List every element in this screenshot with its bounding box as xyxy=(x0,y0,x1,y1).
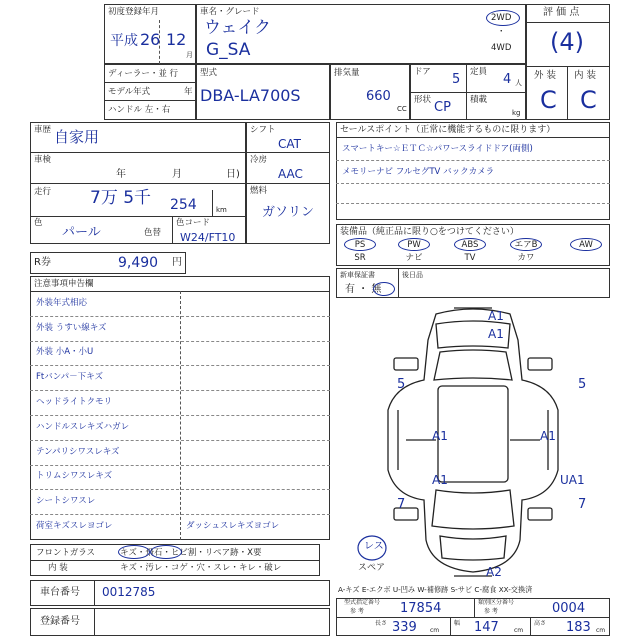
mark-front-top: A1 xyxy=(488,309,504,323)
equip-item: PW xyxy=(407,240,421,250)
sales-rule1 xyxy=(336,160,610,161)
type-code-label: 型式指定番号 xyxy=(344,599,381,606)
reg-date-label: 初度登録年月 xyxy=(108,7,160,17)
height-label: 高さ xyxy=(534,620,547,627)
insp-year-unit: 年 xyxy=(116,169,126,180)
record-label: 後日品 xyxy=(402,271,423,279)
rating-value: (4) xyxy=(550,28,584,56)
capacity-label: 定員 xyxy=(470,67,488,77)
front-glass-value: キズ・飛石・ヒビ割・リペア跡・X要 xyxy=(120,548,262,558)
specs-div3 xyxy=(530,617,531,636)
mark-left-rear-door: A1 xyxy=(432,473,448,487)
int-value: C xyxy=(580,86,597,114)
type-label: 型式 xyxy=(200,68,218,78)
glass-circle-1 xyxy=(118,545,150,559)
note-item: 外装 うすい線キズ xyxy=(36,322,107,333)
notes-row-rule xyxy=(30,390,330,391)
rating-label: 評 価 点 xyxy=(543,7,580,18)
shift-rule1 xyxy=(246,152,330,153)
shape-value: CP xyxy=(434,100,451,115)
reg-no-divider xyxy=(94,608,95,636)
stock-label: 車台番号 xyxy=(40,587,80,598)
shape-label: 形状 xyxy=(414,95,432,105)
ext-int-divider xyxy=(567,66,568,120)
fuel-value: ガソリン xyxy=(262,205,315,220)
era-value: 平成 xyxy=(110,33,138,49)
equip-item: SR xyxy=(354,253,366,263)
equip-item: TV xyxy=(464,253,476,263)
equip-item: カワ xyxy=(517,253,535,263)
glass-circle-2 xyxy=(150,545,182,559)
dealer-label: ディーラー・並 行 xyxy=(108,69,179,79)
color-divider xyxy=(172,216,173,244)
ref-1: 参 考 xyxy=(350,608,364,615)
length-value: 339 xyxy=(392,620,417,635)
usage-value: 自家用 xyxy=(54,128,100,146)
shift-rule2 xyxy=(246,183,330,184)
mark-rear-right-wheel: 7 xyxy=(578,497,587,512)
mark-rear-left-wheel: 7 xyxy=(397,497,406,512)
notes-row-rule xyxy=(30,365,330,366)
details-rule3 xyxy=(30,216,246,217)
notes-row-rule xyxy=(30,489,330,490)
reg-month-value: 12 xyxy=(166,30,187,49)
displacement-value: 660 xyxy=(366,89,391,104)
spare-mark: レス xyxy=(364,541,384,552)
usage-label: 車歴 xyxy=(34,125,52,135)
warranty-label: 新車保証書 xyxy=(340,271,375,279)
length-unit: cm xyxy=(430,627,440,634)
note-item: テンパリシワスレキズ xyxy=(36,446,120,457)
mark-right-door: A1 xyxy=(540,429,556,443)
type-value: DBA-LA700S xyxy=(200,86,301,105)
model-year-label: モデル年式 xyxy=(108,87,151,97)
int-glass-label: 内 装 xyxy=(48,563,68,573)
load-label: 積載 xyxy=(470,95,488,105)
drive-4wd: 4WD xyxy=(491,43,512,53)
ref-2: 参 考 xyxy=(484,608,498,615)
notes-title: 注意事項申告欄 xyxy=(34,279,94,289)
mark-front-right-wheel: 5 xyxy=(578,377,587,392)
reg-year-value: 26 xyxy=(140,30,161,49)
door-label: ドア xyxy=(414,67,431,77)
int-label: 内 装 xyxy=(574,70,597,81)
details-rule1 xyxy=(30,152,246,153)
specs-rule xyxy=(336,617,610,618)
height-value: 183 xyxy=(566,620,591,635)
car-name-label: 車名・グレード xyxy=(200,7,260,17)
dealer-rule xyxy=(104,82,196,83)
front-glass-label: フロントガラス xyxy=(36,548,95,558)
shift-label: シフト xyxy=(250,125,276,135)
color-swap-label: 色替 xyxy=(144,228,162,238)
r-label: R券 xyxy=(34,257,51,268)
notes-row-rule xyxy=(30,316,330,317)
model-year-unit: 年 xyxy=(184,87,193,97)
equip-item: ABS xyxy=(461,240,479,250)
r-value: 9,490 xyxy=(118,255,159,271)
note-item: Ftバンパ－下キズ xyxy=(36,372,103,383)
rating-rule2 xyxy=(526,66,610,67)
note-item: ヘッドライトクモリ xyxy=(36,397,113,407)
spare-label: スペア xyxy=(358,563,386,573)
warranty-circle xyxy=(373,282,395,296)
equip-item: PS xyxy=(354,240,366,250)
mileage-label: 走行 xyxy=(34,187,52,197)
door-value: 5 xyxy=(452,72,461,87)
insp-day-unit: 日) xyxy=(226,169,240,180)
ext-value: C xyxy=(540,86,557,114)
height-unit: cm xyxy=(596,627,606,634)
mark-rear: A2 xyxy=(486,565,502,579)
stock-divider xyxy=(94,580,95,606)
drive-2wd: 2WD xyxy=(491,13,512,23)
equip-item: AW xyxy=(579,240,593,250)
ext-label: 外 装 xyxy=(534,70,557,81)
glass-rule xyxy=(30,560,320,561)
width-label: 幅 xyxy=(454,620,461,627)
mark-right-rear-door: UA1 xyxy=(560,473,585,487)
reg-no-label: 登録番号 xyxy=(40,616,80,627)
sales-line-2: メモリーナビ フルセグTV バックカメラ xyxy=(342,167,495,177)
capacity-value: 4 xyxy=(503,72,512,87)
shift-value: CAT xyxy=(278,137,301,151)
equip-item: エアB xyxy=(514,240,538,250)
warranty-divider xyxy=(398,268,399,298)
kg-unit: kg xyxy=(512,109,521,117)
int-glass-value: キズ・汚レ・コゲ・穴・スレ・キレ・破レ xyxy=(120,563,282,573)
notes-row-rule xyxy=(30,514,330,515)
type-code-value: 17854 xyxy=(400,601,442,616)
notes-row-rule xyxy=(30,465,330,466)
note-item: トリムシワスレキズ xyxy=(36,471,113,482)
km-unit: km xyxy=(216,206,227,214)
ac-value: AAC xyxy=(278,167,303,181)
inspection-label: 車検 xyxy=(34,155,52,165)
note-item: 外装 小A・小U xyxy=(36,347,94,358)
sales-rule0 xyxy=(336,137,610,138)
details-rule2 xyxy=(30,183,246,184)
note-item: ハンドルスレキズハガレ xyxy=(36,421,130,432)
sales-rule3 xyxy=(336,203,610,204)
note-item: 外装年式相応 xyxy=(36,297,88,308)
color-label: 色 xyxy=(34,218,43,228)
equip-item: ナビ xyxy=(405,253,423,263)
ac-label: 冷房 xyxy=(250,155,268,165)
displacement-label: 排気量 xyxy=(334,68,360,78)
specs-div2 xyxy=(450,617,451,636)
door-rule xyxy=(410,92,526,93)
car-name-value: ウェイク xyxy=(204,18,271,38)
km-divider xyxy=(212,190,213,216)
note-item: シートシワスレ xyxy=(36,496,96,507)
sales-line-1: スマートキー☆ＥＴＣ☆パワースライドドア(両側) xyxy=(342,144,533,154)
sales-rule2 xyxy=(336,183,610,184)
handle-label: ハンドル 左・右 xyxy=(108,105,171,115)
warranty-value: 有 ・ 無 xyxy=(345,284,382,295)
dealer-rule2 xyxy=(104,100,196,101)
notes-row-rule xyxy=(30,415,330,416)
grade-value: G_SA xyxy=(206,40,251,60)
legend: A-キズ E-エクボ U-凹み W-補修跡 S-サビ C-腐食 XX-交換済 xyxy=(338,585,533,594)
mark-front-left-wheel: 5 xyxy=(397,377,406,392)
color-code-value: W24/FT10 xyxy=(180,231,236,244)
stock-value: 0012785 xyxy=(102,585,156,599)
cc-unit: CC xyxy=(397,105,407,113)
notes-row-rule xyxy=(30,341,330,342)
sales-title: セールスポイント（正常に機能するものに限ります） xyxy=(340,125,556,135)
r-unit: 円 xyxy=(172,257,182,268)
capacity-unit: 人 xyxy=(515,79,522,87)
month-unit: 月 xyxy=(186,51,193,59)
mark-front-2: A1 xyxy=(488,327,504,341)
rating-rule xyxy=(526,22,610,23)
fuel-label: 燃料 xyxy=(250,186,268,196)
width-value: 147 xyxy=(474,620,499,635)
notes-row-rule xyxy=(30,440,330,441)
color-value: パール xyxy=(62,225,101,240)
r-box xyxy=(30,252,186,274)
mark-left-door: A1 xyxy=(432,429,448,443)
class-value: 0004 xyxy=(552,601,586,616)
mileage-sub: 254 xyxy=(170,197,197,213)
drive-dot: ・ xyxy=(497,27,506,37)
width-unit: cm xyxy=(514,627,524,634)
note-item-right: ダッシュスレキズヨゴレ xyxy=(186,521,280,531)
insp-month-unit: 月 xyxy=(172,169,182,180)
note-item: 荷室キズスレヨゴレ xyxy=(36,521,113,531)
specs-div1 xyxy=(474,598,475,617)
mileage-value: 7万 5千 xyxy=(90,188,152,208)
color-code-label: 色コード xyxy=(176,218,211,228)
class-label: 類別区分番号 xyxy=(478,599,515,606)
length-label: 長さ xyxy=(375,620,388,627)
equip-title: 装備品（純正品に限り○をつけてください） xyxy=(340,227,519,237)
